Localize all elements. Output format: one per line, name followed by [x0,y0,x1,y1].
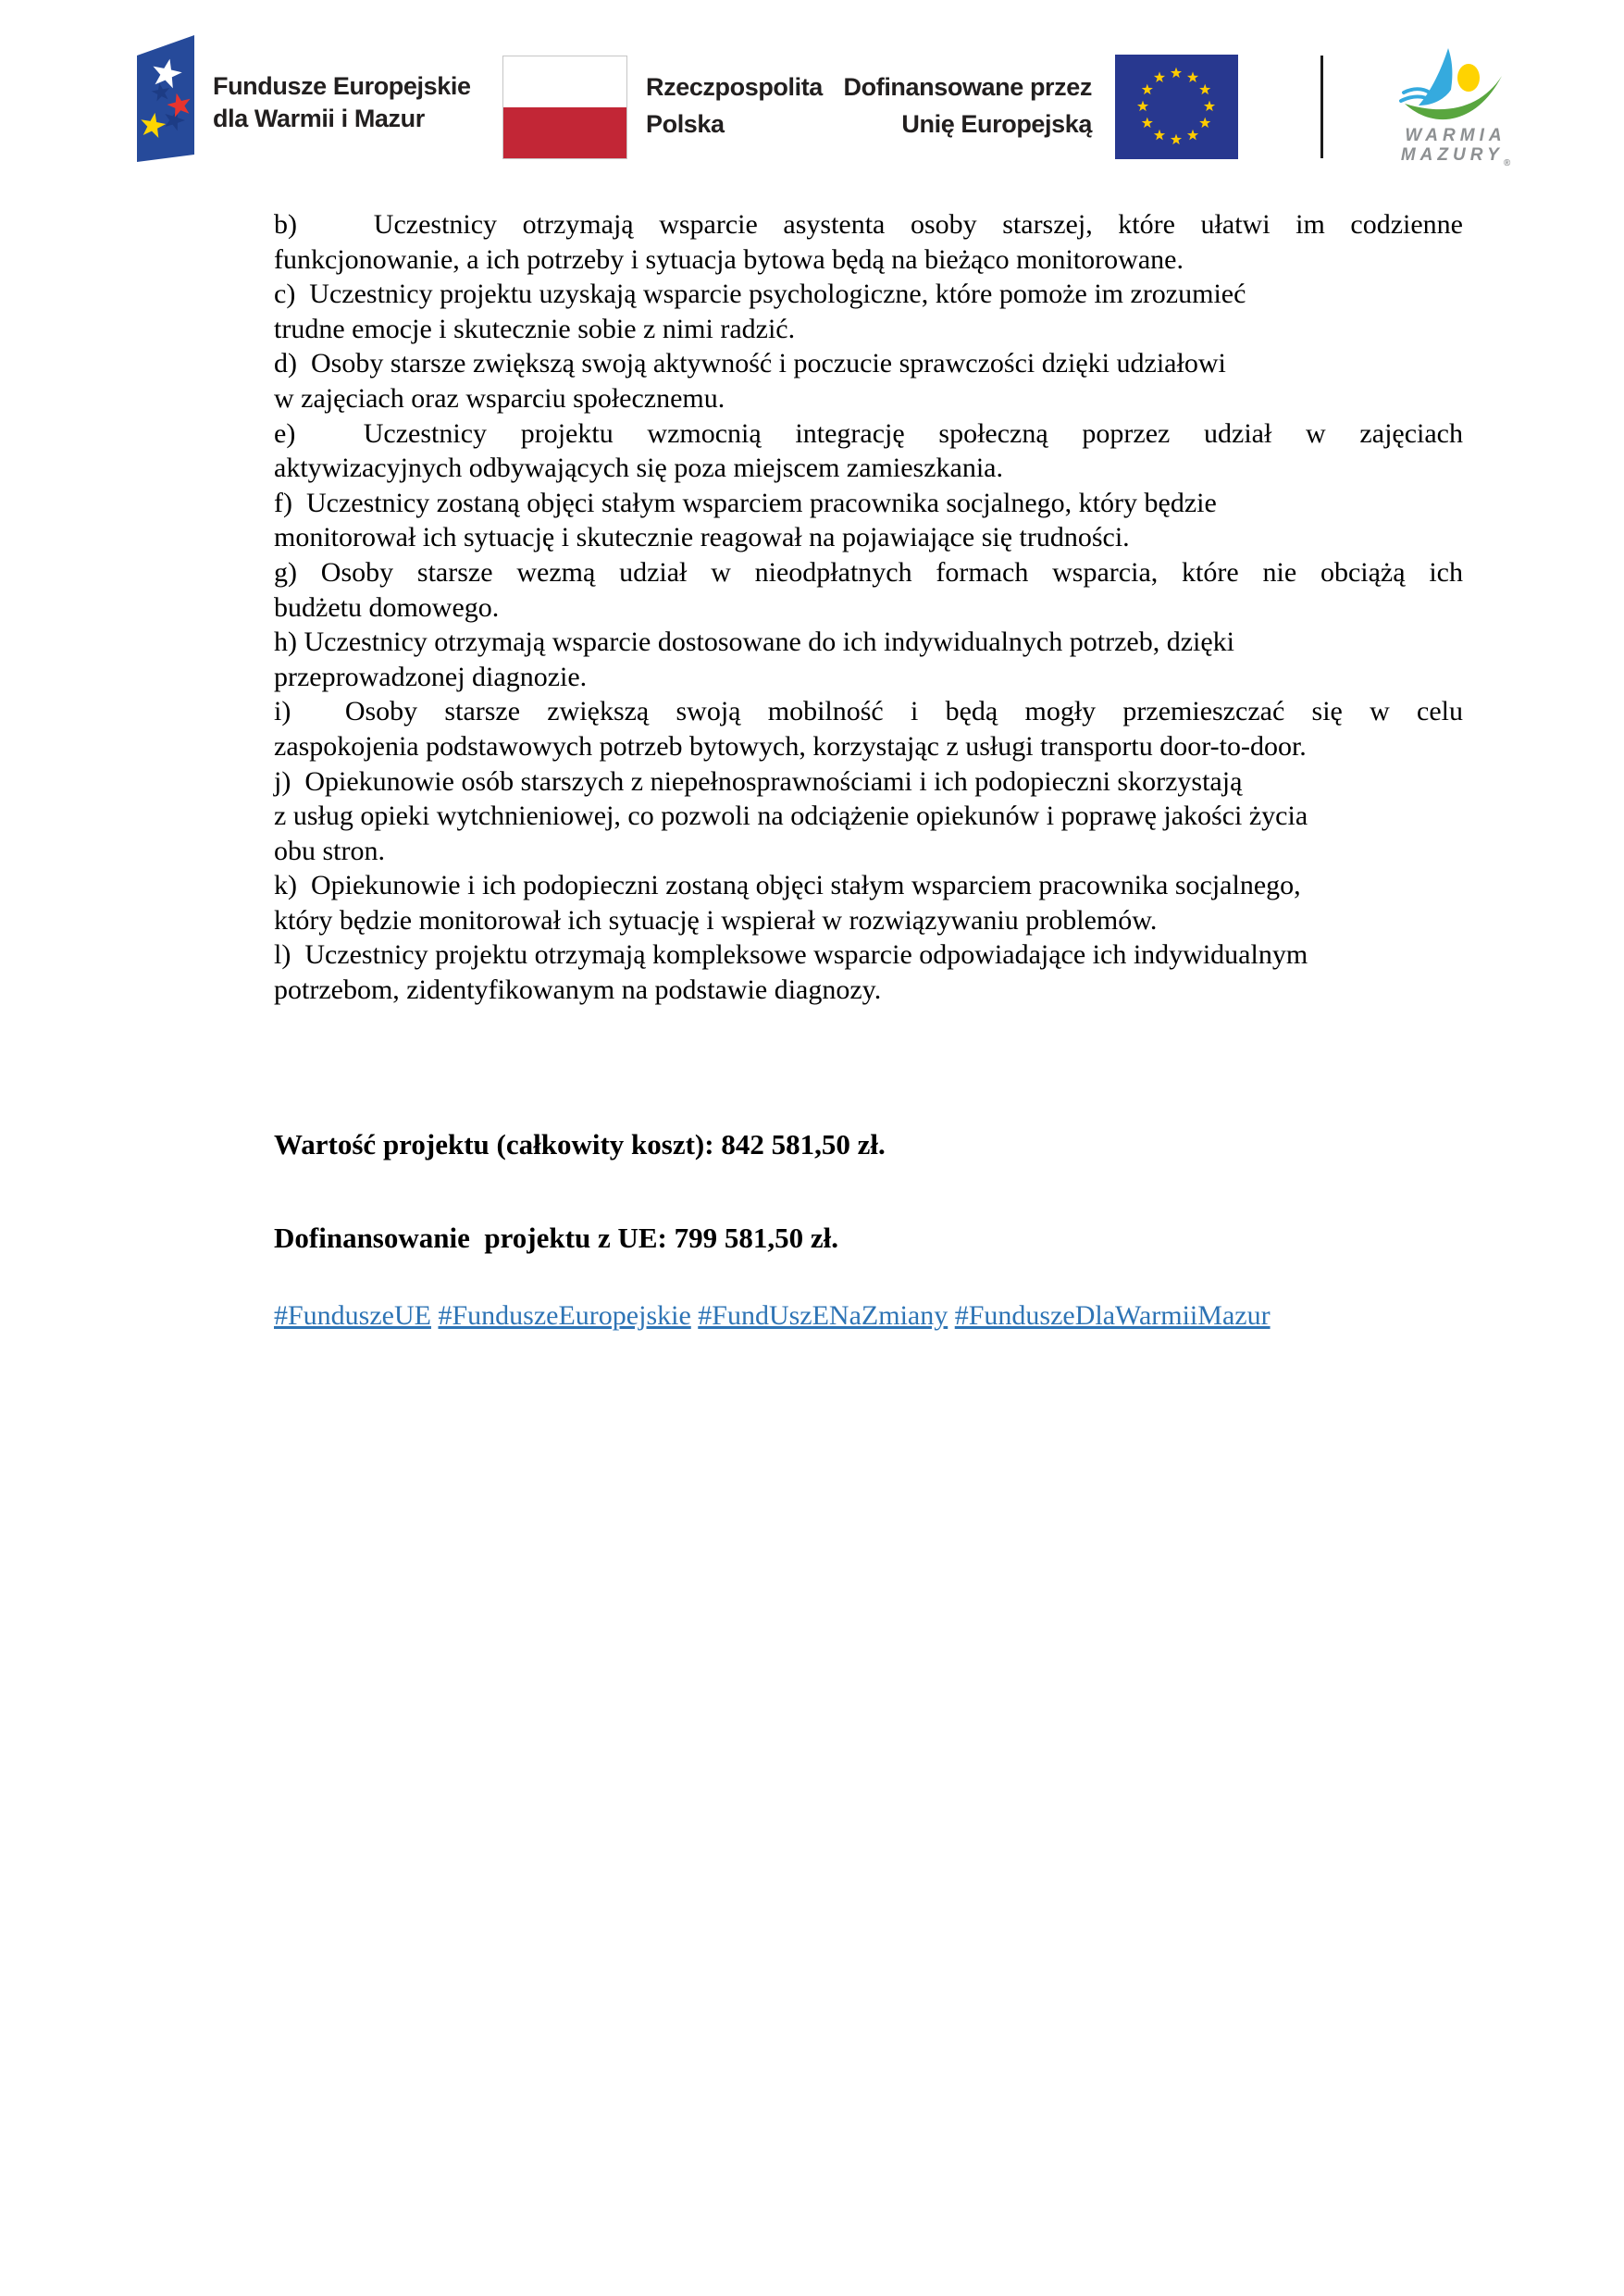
poland-line1: Rzeczpospolita [646,73,823,101]
list-item-line: monitorował ich sytuację i skutecznie reagował na pojawiające się trudności. [274,522,1130,553]
list-item-line: przeprowadzonej diagnozie. [274,661,588,692]
list-item-line: aktywizacyjnych odbywających się poza miejscem zamieszkania. [274,453,1003,484]
list-item [274,486,1463,555]
list-item [274,277,1463,346]
hashtag-link[interactable]: #FundUszENaZmiany [698,1299,948,1331]
list-item-line: trudne emocje i skutecznie sobie z nimi radzić. [274,313,796,344]
eu-credit-line2: Unię Europejską [901,110,1092,138]
fe-logo-line1: Fundusze Europejskie [213,72,471,100]
warmia-mazury-graphic-icon [1391,48,1520,126]
eu-credit-line1: Dofinansowane przez [843,73,1092,101]
document-body [274,207,1463,1333]
list-item-line: j) Opiekunowie osób starszych z niepełnosprawnościami i ich podopieczni skorzystają [274,765,1243,797]
list-item [274,937,1463,1007]
fundusze-europejskie-logo-text [213,70,471,135]
list-item [274,868,1463,937]
poland-flag-icon [502,56,627,159]
eu-funding-credit-text [805,68,1092,143]
list-item-line: f) Uczestnicy zostaną objęci stałym wsparciem pracownika socjalnego, który będzie [274,487,1217,518]
fe-logo-line2: dla Warmii i Mazur [213,105,425,132]
list-item-line: e) Uczestnicy projektu wzmocnią integrację społeczną poprzez udział w zajęciach [274,417,1463,449]
list-item-line: z usług opieki wytchnieniowej, co pozwoli na odciążenie opiekunów i poprawę jakości życia [274,800,1308,832]
poland-line2: Polska [646,110,725,138]
rzeczpospolita-polska-text [646,68,823,143]
warmia-mazury-logo [1382,48,1529,173]
warmia-line2: $MAZURY_®$ [1400,145,1511,168]
list-item-line: obu stron. [274,835,385,866]
header-divider [1320,56,1323,158]
list-item-line: k) Opiekunowie i ich podopieczni zostaną objęci stałym wsparciem pracownika socjalnego, [274,870,1301,901]
list-item-line: h) Uczestnicy otrzymają wsparcie dostosowane do ich indywidualnych potrzeb, dzięki [274,627,1235,658]
hashtag-link[interactable]: #FunduszeDlaWarmiiMazur [954,1299,1271,1331]
warmia-mazury-wordmark [1382,126,1529,173]
list-item-line: budżetu domowego. [274,591,500,623]
list-item [274,694,1463,763]
list-item-line: potrzebom, zidentyfikowanym na podstawie diagnozy. [274,974,882,1006]
hashtags [274,1298,1463,1334]
poland-flag-red-stripe [503,107,626,158]
body-list [274,207,1463,1008]
list-item-line: c) Uczestnicy projektu uzyskają wsparcie psychologiczne, które pomoże im zrozumieć [274,279,1246,310]
list-item-line: l) Uczestnicy projektu otrzymają kompleksowe wsparcie odpowiadające ich indywidualnym [274,939,1308,971]
list-item-line: i) Osoby starsze zwiększą swoją mobilność i będą mogły przemieszczać się w celu [274,696,1463,727]
list-item-line: zaspokojenia podstawowych potrzeb bytowych, korzystając z usługi transportu door-to-door. [274,730,1307,762]
project-value-line: Wartość projektu (całkowity koszt): 842 581,50 zł. [274,1127,886,1160]
list-item [274,416,1463,486]
list-item [274,625,1463,694]
eu-flag-icon [1115,55,1238,159]
list-item [274,207,1463,277]
list-item-line: d) Osoby starsze zwiększą swoją aktywność i poczucie sprawczości dzięki udziałowi [274,348,1226,379]
list-item [274,764,1463,869]
list-item-line: g) Osoby starsze wezmą udział w nieodpłatnych formach wsparcia, które nie obciążą ich [274,556,1463,588]
hashtag-link[interactable]: #FunduszeEuropejskie [438,1299,691,1331]
project-funding-line: Dofinansowanie projektu z UE: 799 581,50 zł. [274,1222,838,1255]
hashtag-link[interactable]: #FunduszeUE [274,1299,431,1331]
warmia-line1: WARMIA [1405,126,1506,145]
list-item [274,555,1463,625]
list-item-line: funkcjonowanie, a ich potrzeby i sytuacja bytowa będą na bieżąco monitorowane. [274,243,1184,275]
fundusze-europejskie-flag-icon [137,35,194,162]
list-item [274,346,1463,416]
registered-mark: ® [1503,158,1511,168]
list-item-line: w zajęciach oraz wsparciu społecznemu. [274,382,725,414]
list-item-line: który będzie monitorował ich sytuację i wspierał w rozwiązywaniu problemów. [274,904,1158,936]
list-item-line: b) Uczestnicy otrzymają wsparcie asystenta osoby starszej, które ułatwi im codzienne [274,209,1463,240]
